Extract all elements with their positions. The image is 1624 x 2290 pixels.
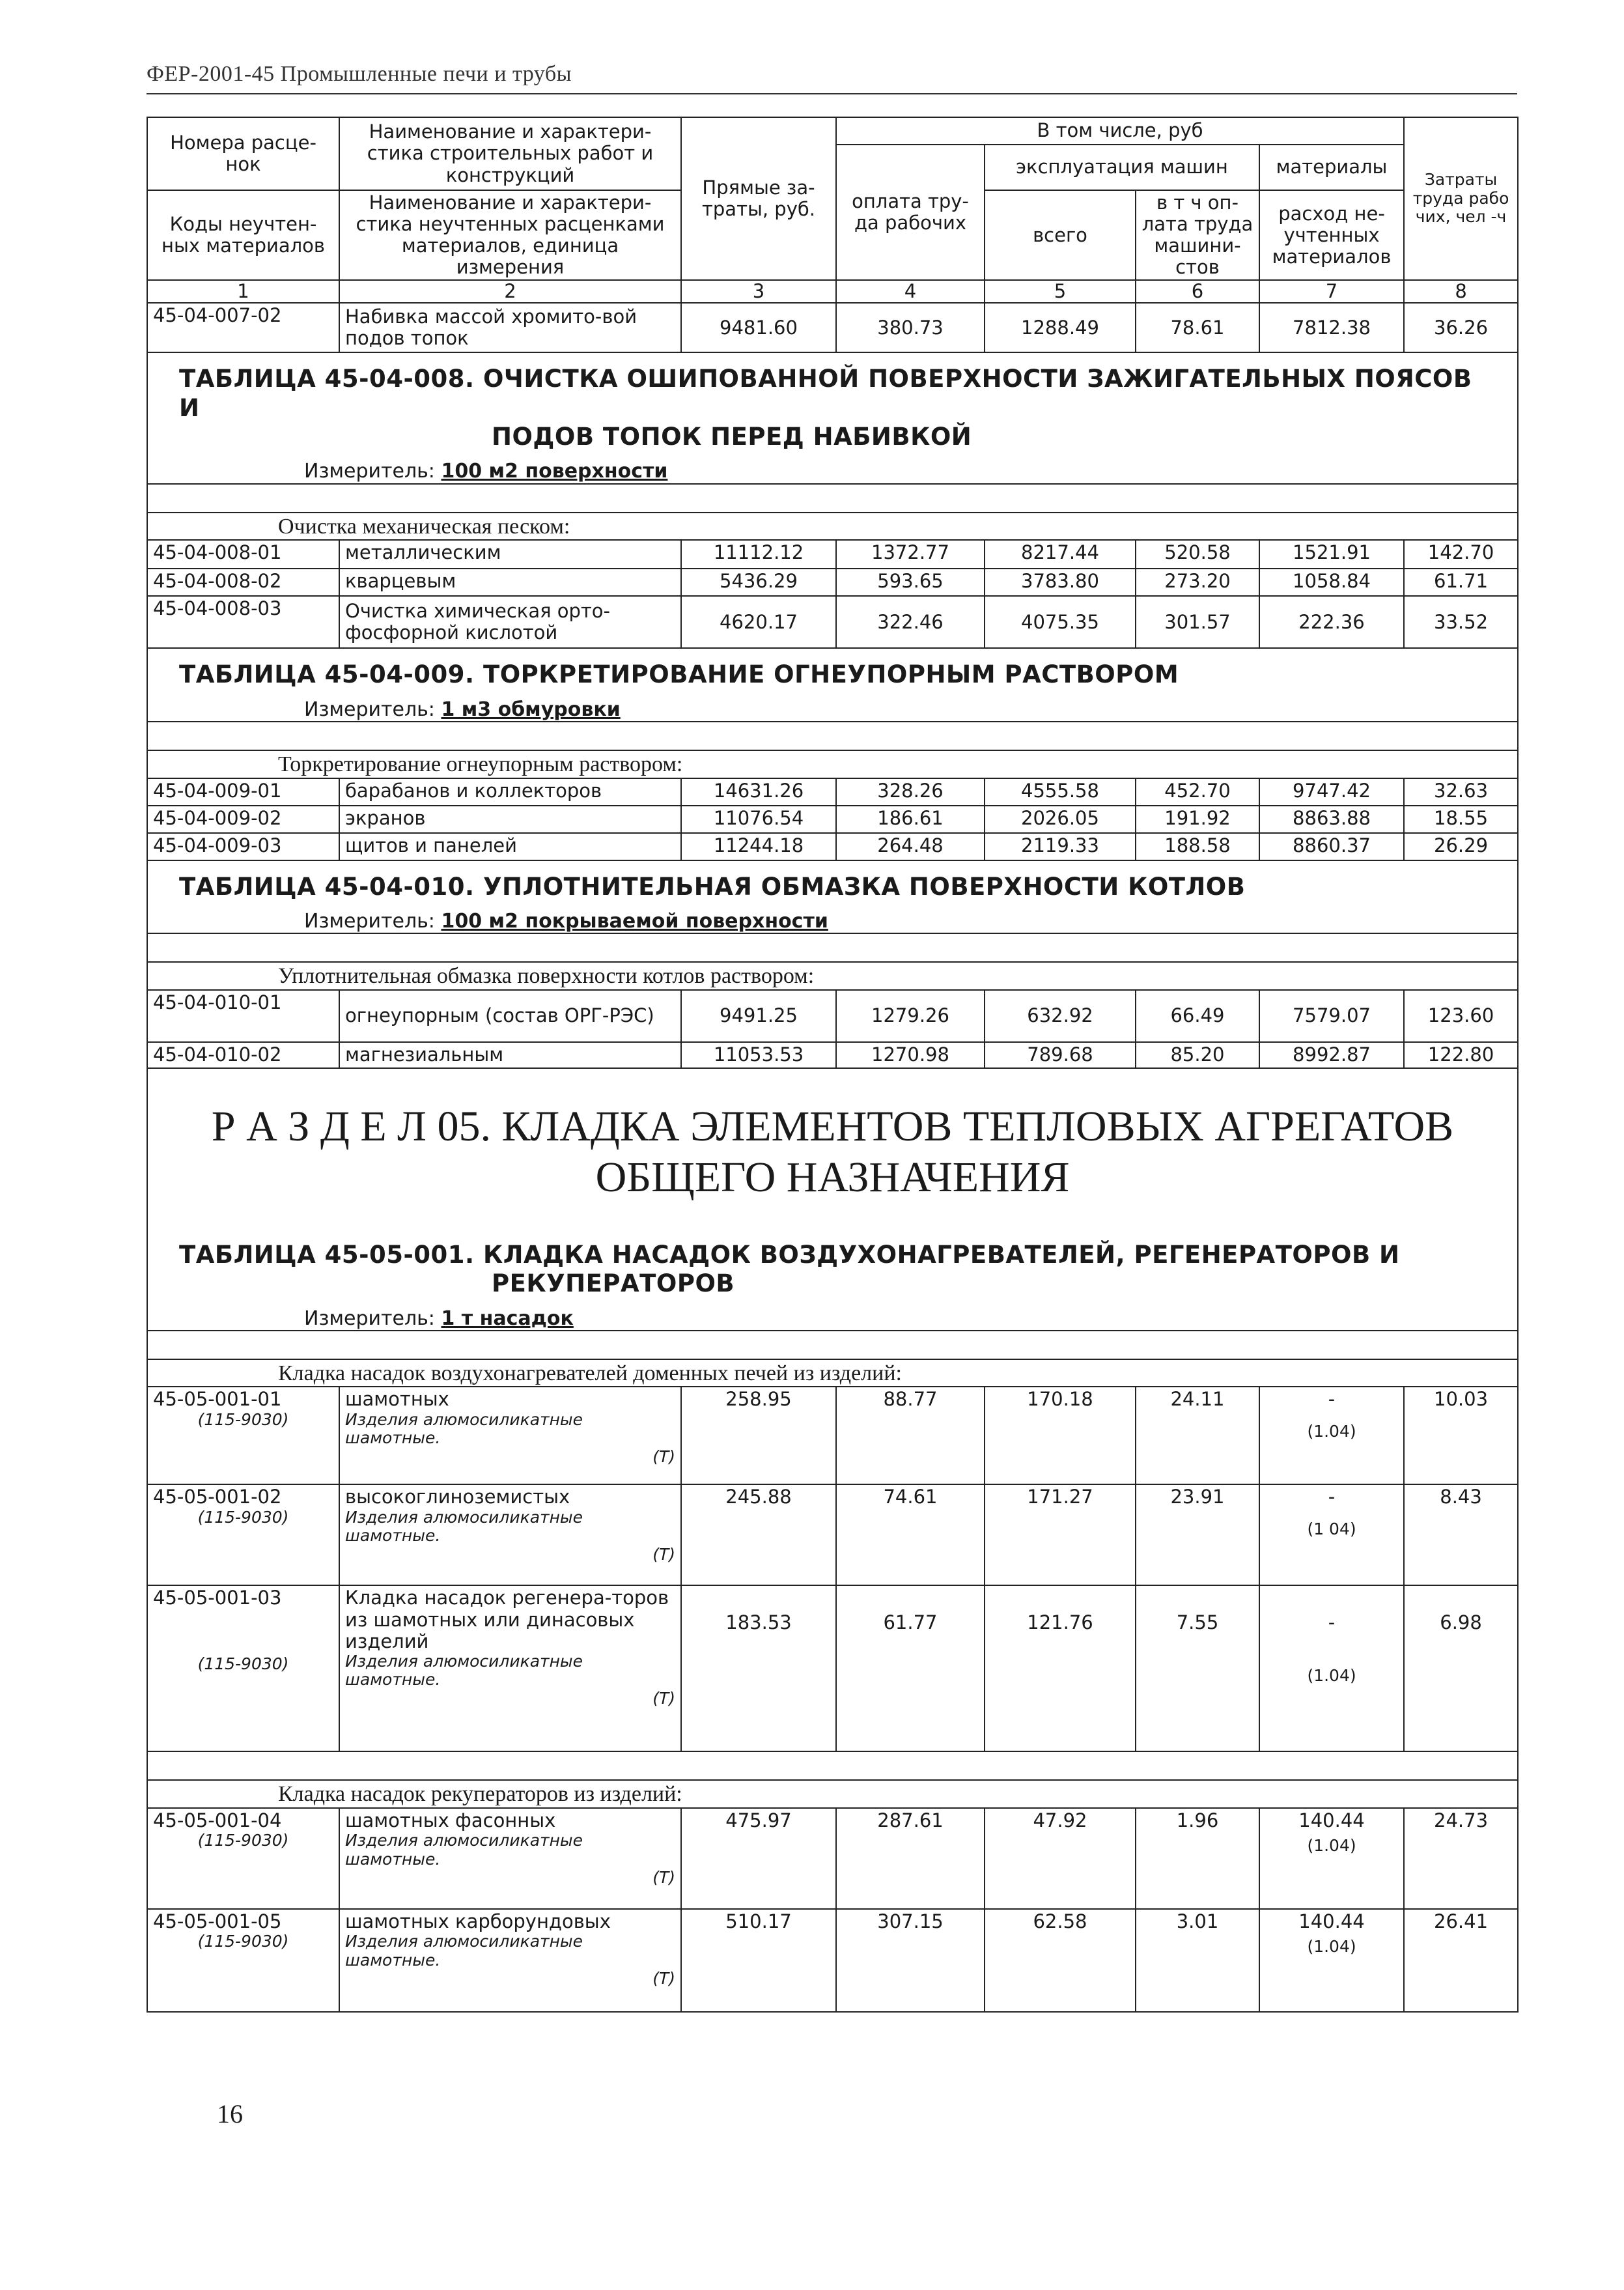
rate-value: 14631.26 [681,778,836,806]
rate-value: 188.58 [1136,833,1259,860]
material-code: (115-9030) [197,1654,289,1673]
material-note: Изделия алюмосиликатные шамотные. [345,1831,583,1869]
rate-code: 45-05-001-03 [153,1587,282,1609]
rate-name: шамотных фасонных [345,1809,556,1832]
table-row [147,1585,1518,1751]
rate-code: 45-05-001-01 [153,1388,282,1411]
measure-value: 100 м2 поверхности [441,460,668,483]
rate-value: 452.70 [1136,778,1259,806]
rate-value: 9491.25 [681,990,836,1042]
rate-value: 171.27 [985,1484,1136,1585]
rate-code: 45-05-001-04 [153,1809,282,1832]
header-cell-machinist-wages: в т ч оп-лата труда машини-стов [1136,190,1259,280]
table-row [147,1042,1518,1068]
table-row [147,990,1518,1042]
measure-label: Измеритель: [304,910,435,933]
table-title: ТАБЛИЦА 45-04-010. УПЛОТНИТЕЛЬНАЯ ОБМАЗКА ПОВЕРХНОСТИ КОТЛОВ [179,872,1246,901]
rate-code: 45-04-009-01 [147,778,339,806]
subgroup-title: Кладка насадок воздухонагревателей доменных печей из изделий: [147,1359,1518,1387]
rate-name: высокоглиноземистых [345,1486,570,1508]
rate-value: 328.26 [836,778,985,806]
rate-value: 7579.07 [1259,990,1404,1042]
rate-value: 3.01 [1136,1909,1259,2012]
table-title-continued: ПОДОВ ТОПОК ПЕРЕД НАБИВКОЙ [492,423,972,451]
rate-value: 186.61 [836,806,985,833]
rate-name: Очистка химическая орто-фосфорной кислотой [339,596,681,648]
rate-value: 6.98 [1404,1585,1518,1751]
rate-value: 121.76 [985,1585,1136,1751]
table-row [147,833,1518,860]
rate-value: - [1328,1486,1336,1508]
header-cell-material-name: Наименование и характери-стика неучтенных расценками материалов, единица измерения [339,190,681,280]
rate-code: 45-04-009-02 [147,806,339,833]
rate-value: 475.97 [681,1808,836,1909]
column-number: 1 [147,280,339,303]
rate-value: 1.96 [1136,1808,1259,1909]
material-mark: (Т) [652,1544,675,1564]
material-note: Изделия алюмосиликатные шамотные. [345,1507,583,1546]
rate-code: 45-05-001-05 [153,1910,282,1933]
subgroup-title: Уплотнительная обмазка поверхности котлов раствором: [147,962,1518,990]
rate-value: 5436.29 [681,569,836,596]
header-cell-material-codes: Коды неучтен-ных материалов [147,190,339,280]
rate-value: 47.92 [985,1808,1136,1909]
header-cell-including: В том числе, руб [836,117,1404,145]
rate-value: 8863.88 [1259,806,1404,833]
rate-value: 322.46 [836,596,985,648]
rate-value: 4075.35 [985,596,1136,648]
rate-value: 1372.77 [836,540,985,569]
rate-value: 1521.91 [1259,540,1404,569]
rate-value: 32.63 [1404,778,1518,806]
document-page [147,62,1517,2013]
material-code: (115-9030) [197,1932,289,1951]
table-heading-45-04-008 [147,352,1518,483]
material-code: (115-9030) [197,1507,289,1527]
rate-value: 8992.87 [1259,1042,1404,1068]
rate-value: 26.41 [1404,1909,1518,2012]
material-quantity: (1.04) [1307,1937,1356,1957]
rate-value: 62.58 [985,1909,1136,2012]
spacer [147,1331,1518,1359]
material-cell [1259,1484,1404,1585]
rate-value: 142.70 [1404,540,1518,569]
table-title: ТАБЛИЦА 45-04-009. ТОРКРЕТИРОВАНИЕ ОГНЕУПОРНЫМ РАСТВОРОМ [179,660,1179,689]
rate-code: 45-04-010-02 [147,1042,339,1068]
rate-value: 18.55 [1404,806,1518,833]
rate-value: 520.58 [1136,540,1259,569]
material-quantity: (1.04) [1307,1665,1356,1685]
table-heading-45-04-010 [147,860,1518,934]
rate-value: 74.61 [836,1484,985,1585]
material-quantity: (1 04) [1307,1519,1356,1538]
rate-value: 140.44 [1298,1910,1365,1933]
measure-value: 1 т насадок [441,1307,574,1330]
rate-value: 632.92 [985,990,1136,1042]
rate-value: 140.44 [1298,1809,1365,1832]
material-cell [1259,1909,1404,2012]
rate-value: 11244.18 [681,833,836,860]
header-cell-wages: оплата тру-да рабочих [836,145,985,280]
rate-value: 11076.54 [681,806,836,833]
rate-value: 11053.53 [681,1042,836,1068]
rate-value: 123.60 [1404,990,1518,1042]
column-number: 2 [339,280,681,303]
rate-value: 8860.37 [1259,833,1404,860]
rate-value: 510.17 [681,1909,836,2012]
spacer [147,1751,1518,1780]
rate-value: 8.43 [1404,1484,1518,1585]
rate-value: 1270.98 [836,1042,985,1068]
rate-value: 183.53 [681,1585,836,1751]
column-number: 8 [1404,280,1518,303]
rate-name: шамотных карборундовых [345,1910,611,1933]
rate-value: - [1328,1388,1336,1411]
rate-value: 287.61 [836,1808,985,1909]
rate-value: 222.36 [1259,596,1404,648]
rates-table [147,117,1519,2013]
column-number: 7 [1259,280,1404,303]
rate-value: 23.91 [1136,1484,1259,1585]
rate-name-cell [339,1484,681,1585]
rate-code-cell [147,1484,339,1585]
rate-value: 4555.58 [985,778,1136,806]
header-cell-direct-costs: Прямые за-траты, руб. [681,117,836,280]
material-mark: (Т) [652,1688,675,1708]
subgroup-title: Торкретирование огнеупорным раствором: [147,750,1518,778]
section-title-line-2: ОБЩЕГО НАЗНАЧЕНИЯ [595,1153,1070,1201]
measure-label: Измеритель: [304,1307,435,1330]
rate-name-cell [339,1909,681,2012]
table-title-continued: РЕКУПЕРАТОРОВ [492,1269,735,1298]
table-title: ТАБЛИЦА 45-04-008. ОЧИСТКА ОШИПОВАННОЙ ПОВЕРХНОСТИ ЗАЖИГАТЕЛЬНЫХ ПОЯСОВ И [179,365,1472,422]
rate-value: 122.80 [1404,1042,1518,1068]
measure-value: 100 м2 покрываемой поверхности [441,910,828,933]
rate-value: 8217.44 [985,540,1136,569]
rate-value: 789.68 [985,1042,1136,1068]
rate-value: 36.26 [1404,303,1518,352]
rate-value: 7812.38 [1259,303,1404,352]
header-cell-materials: материалы [1259,145,1404,190]
table-row [147,303,1518,352]
material-note: Изделия алюмосиликатные шамотные. [345,1932,583,1970]
column-number: 5 [985,280,1136,303]
table-row [147,1387,1518,1484]
rate-value: 2119.33 [985,833,1136,860]
rate-code-cell [147,1808,339,1909]
rate-code: 45-04-007-02 [147,303,339,352]
rate-value: 245.88 [681,1484,836,1585]
rate-name: барабанов и коллекторов [339,778,681,806]
column-number: 3 [681,280,836,303]
measure-label: Измеритель: [304,698,435,721]
rate-value: 9481.60 [681,303,836,352]
rate-value: 258.95 [681,1387,836,1484]
material-mark: (Т) [652,1969,675,1988]
running-head: ФЕР-2001-45 Промышленные печи и трубы [147,62,1517,94]
header-cell-machines: эксплуатация машин [985,145,1259,190]
table-row [147,806,1518,833]
rate-name: магнезиальным [339,1042,681,1068]
column-number: 6 [1136,280,1259,303]
rate-value: 26.29 [1404,833,1518,860]
rate-name: щитов и панелей [339,833,681,860]
section-heading [147,1068,1518,1229]
table-title: ТАБЛИЦА 45-05-001. КЛАДКА НАСАДОК ВОЗДУХОНАГРЕВАТЕЛЕЙ, РЕГЕНЕРАТОРОВ И [179,1240,1400,1269]
rate-value: 10.03 [1404,1387,1518,1484]
rate-code-cell [147,1585,339,1751]
spacer [147,722,1518,750]
rate-value: 1058.84 [1259,569,1404,596]
material-quantity: (1.04) [1307,1836,1356,1856]
rate-value: 11112.12 [681,540,836,569]
material-code: (115-9030) [197,1409,289,1429]
rate-value: 2026.05 [985,806,1136,833]
rate-value: - [1328,1611,1336,1634]
page-number: 16 [217,2099,243,2128]
header-cell-rate-numbers: Номера расце-нок [147,117,339,190]
rate-value: 33.52 [1404,596,1518,648]
table-row [147,1808,1518,1909]
rate-name: огнеупорным (состав ОРГ-РЭС) [339,990,681,1042]
rate-value: 61.71 [1404,569,1518,596]
rate-value: 88.77 [836,1387,985,1484]
material-cell [1259,1808,1404,1909]
table-row [147,596,1518,648]
rate-value: 1279.26 [836,990,985,1042]
table-row [147,778,1518,806]
rate-value: 66.49 [1136,990,1259,1042]
rate-value: 273.20 [1136,569,1259,596]
rate-value: 24.73 [1404,1808,1518,1909]
rate-name: металлическим [339,540,681,569]
table-heading-45-05-001 [147,1229,1518,1331]
table-row [147,1484,1518,1585]
header-cell-work-name: Наименование и характери-стика строительных работ и конструкций [339,117,681,190]
rate-name-cell [339,1387,681,1484]
material-code: (115-9030) [197,1831,289,1850]
column-number: 4 [836,280,985,303]
rate-value: 1288.49 [985,303,1136,352]
rate-value: 191.92 [1136,806,1259,833]
rate-value: 170.18 [985,1387,1136,1484]
rate-name: экранов [339,806,681,833]
rate-value: 264.48 [836,833,985,860]
rate-code: 45-04-009-03 [147,833,339,860]
material-mark: (Т) [652,1447,675,1466]
rate-value: 24.11 [1136,1387,1259,1484]
table-row [147,540,1518,569]
header-cell-unaccounted-materials: расход не-учтенных материалов [1259,190,1404,280]
measure-label: Измеритель: [304,460,435,483]
rate-value: 78.61 [1136,303,1259,352]
rate-code: 45-04-010-01 [147,990,339,1042]
spacer [147,933,1518,962]
material-quantity: (1.04) [1307,1421,1356,1441]
rate-code: 45-04-008-01 [147,540,339,569]
rate-value: 4620.17 [681,596,836,648]
rate-name: Кладка насадок регенера-торов из шамотных или динасовых изделий [345,1587,669,1652]
material-cell [1259,1585,1404,1751]
rate-name-cell [339,1808,681,1909]
material-note: Изделия алюмосиликатные шамотные. [345,1651,583,1689]
rate-code: 45-04-008-02 [147,569,339,596]
rate-value: 3783.80 [985,569,1136,596]
rate-value: 85.20 [1136,1042,1259,1068]
subgroup-title: Очистка механическая песком: [147,513,1518,541]
rate-name: шамотных [345,1388,449,1411]
rate-value: 61.77 [836,1585,985,1751]
section-title-line-1: Р А З Д Е Л 05. КЛАДКА ЭЛЕМЕНТОВ ТЕПЛОВЫХ АГРЕГАТОВ [211,1103,1454,1150]
material-note: Изделия алюмосиликатные шамотные. [345,1409,583,1448]
rate-value: 9747.42 [1259,778,1404,806]
table-row [147,569,1518,596]
rate-code: 45-04-008-03 [147,596,339,648]
material-cell [1259,1387,1404,1484]
rate-value: 593.65 [836,569,985,596]
table-row [147,1909,1518,2012]
measure-value: 1 м3 обмуровки [441,698,621,721]
rate-code-cell [147,1909,339,2012]
rate-code-cell [147,1387,339,1484]
rate-name: Набивка массой хромито-вой подов топок [339,303,681,352]
rate-value: 301.57 [1136,596,1259,648]
material-mark: (Т) [652,1868,675,1887]
table-heading-45-04-009 [147,648,1518,722]
rate-value: 7.55 [1136,1585,1259,1751]
spacer [147,484,1518,513]
header-cell-labor: Затраты труда рабо чих, чел -ч [1404,117,1518,280]
header-cell-machines-total: всего [985,190,1136,280]
rate-value: 380.73 [836,303,985,352]
rate-name-cell [339,1585,681,1751]
rate-name: кварцевым [339,569,681,596]
subgroup-title: Кладка насадок рекуператоров из изделий: [147,1780,1518,1808]
rate-code: 45-05-001-02 [153,1486,282,1508]
rate-value: 307.15 [836,1909,985,2012]
